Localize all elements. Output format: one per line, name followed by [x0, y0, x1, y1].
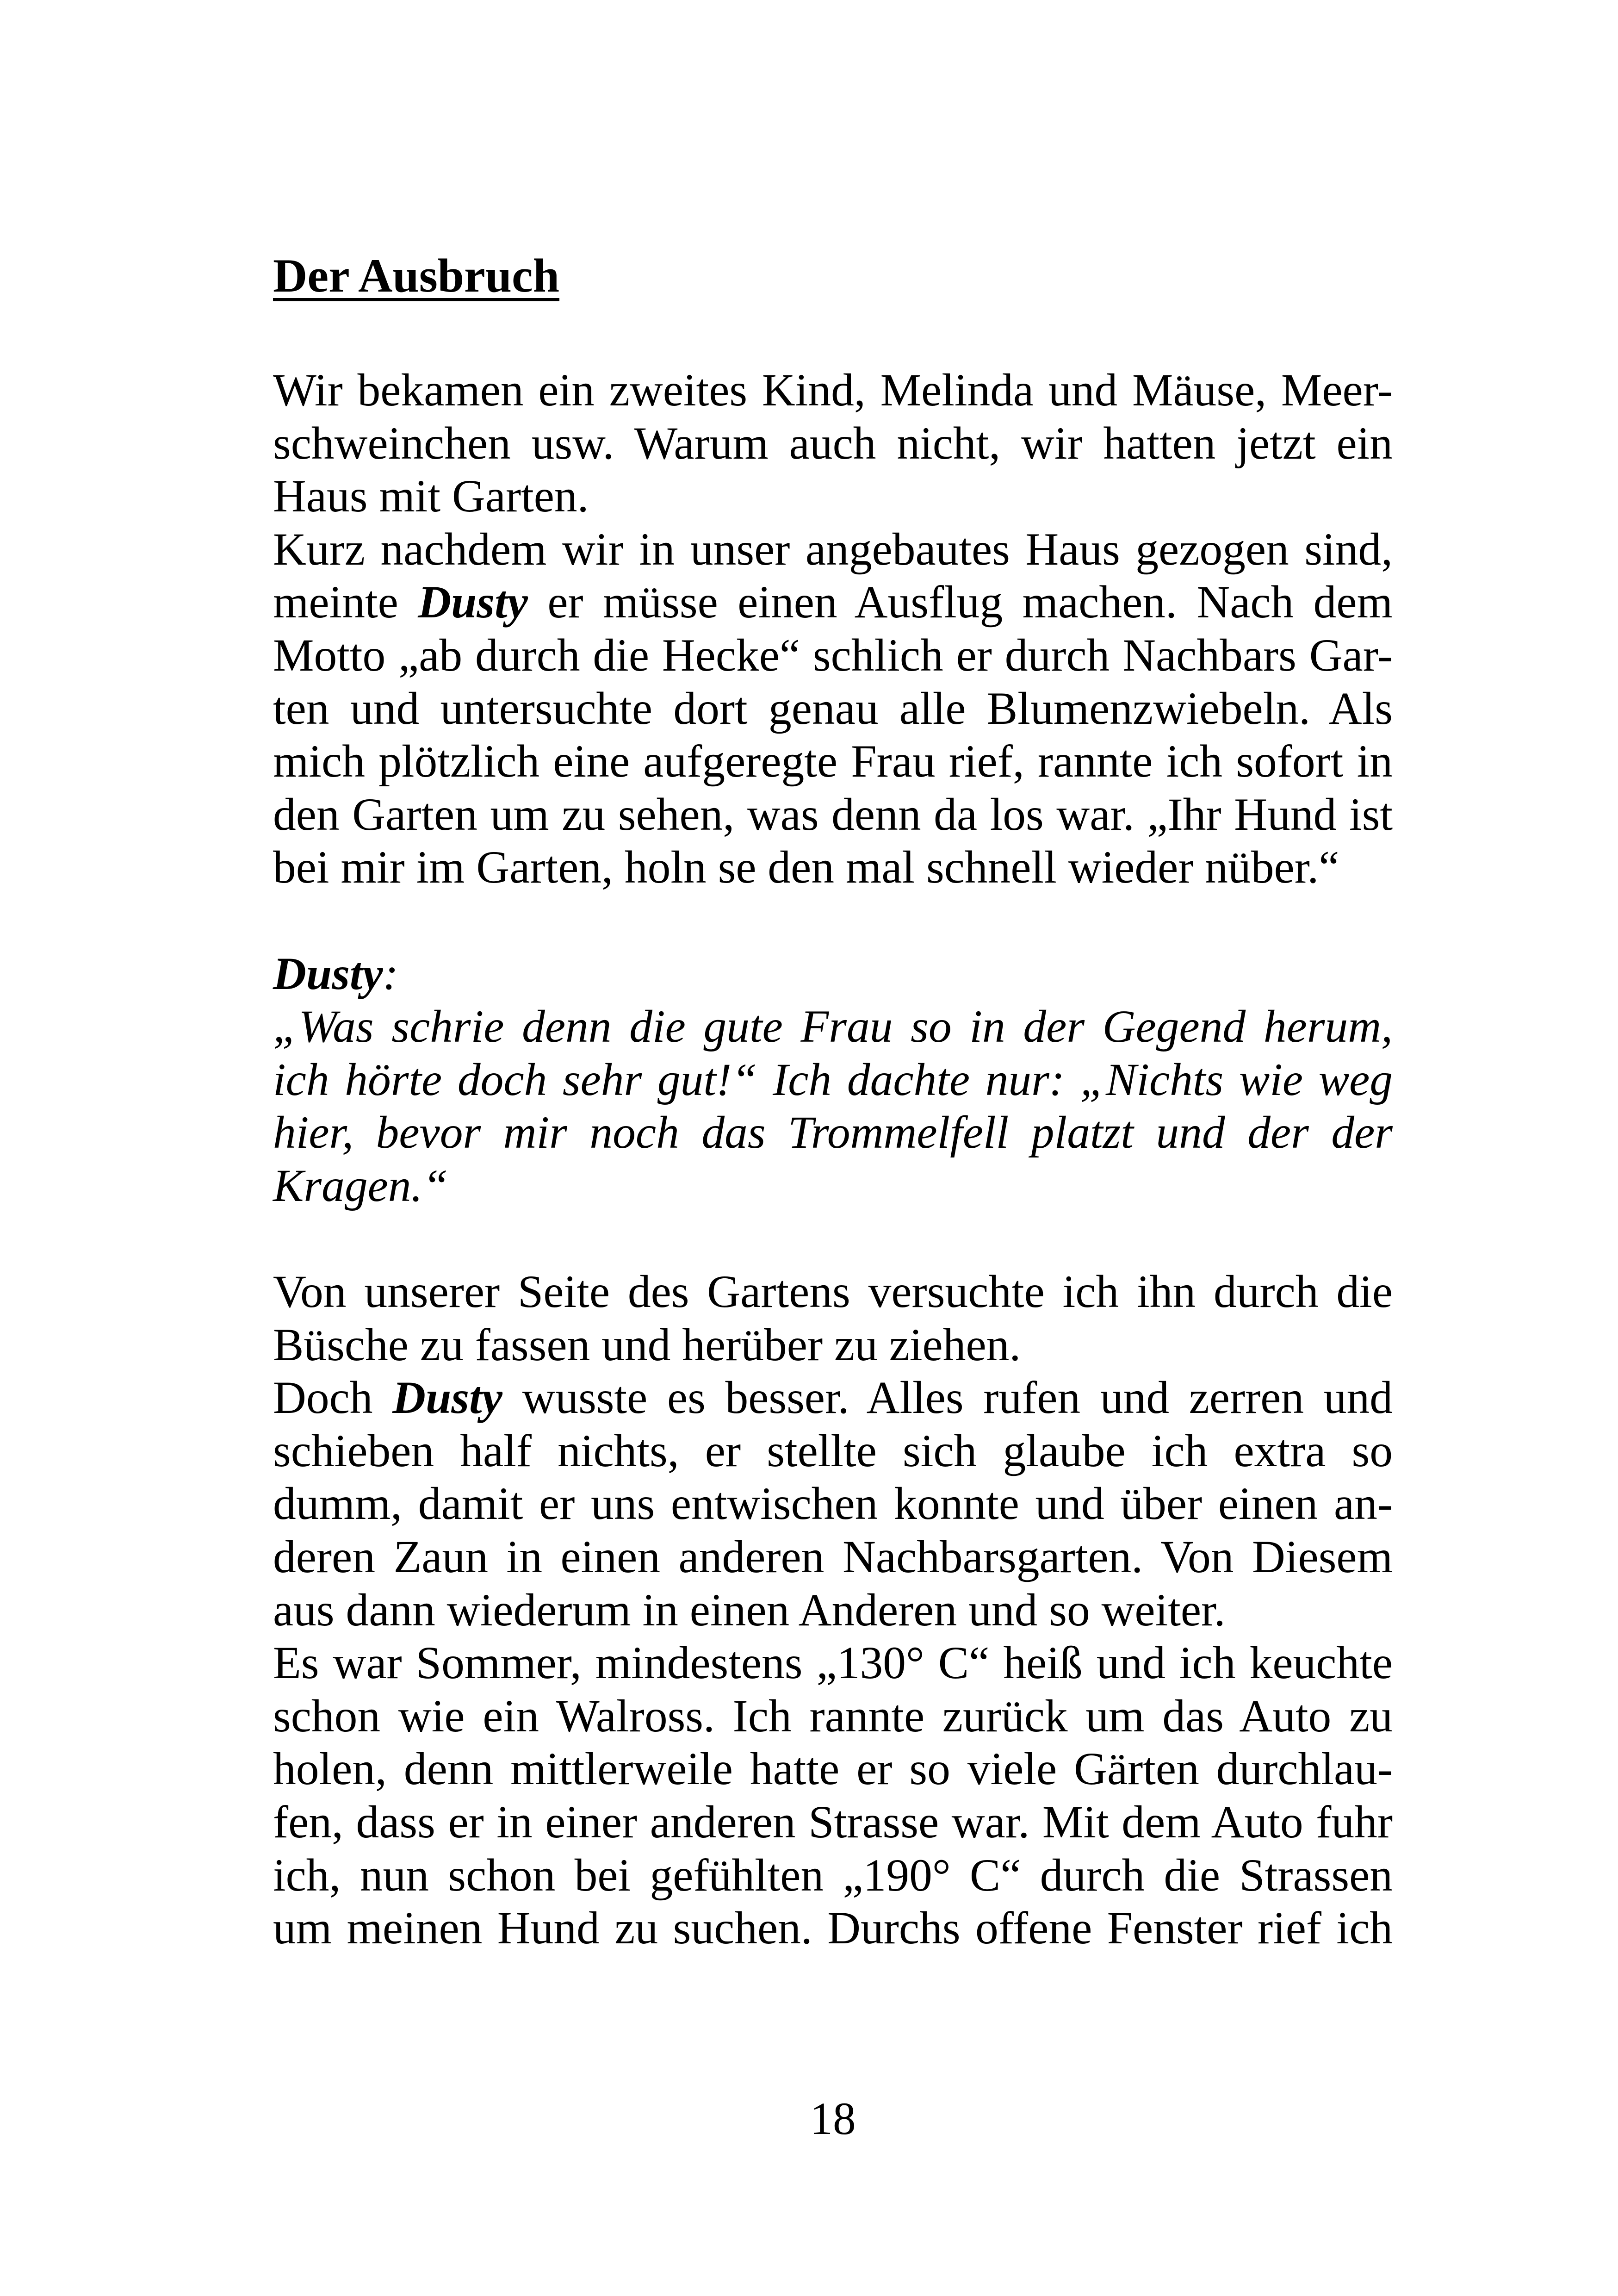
chapter-title: Der Ausbruch — [273, 249, 560, 302]
paragraph-3-line-2: Büsche zu fassen und herüber zu ziehen. — [273, 1319, 1021, 1370]
paragraph-4-line-5: aus dann wiederum in einen Anderen und so weiter. — [273, 1584, 1226, 1636]
paragraph-4-line-1 — [273, 1371, 1393, 1425]
paragraph-2-line-4: ten und untersuchte dort genau alle Blumenzwiebeln. Als — [273, 682, 1393, 734]
quote-line-2: ich hörte doch sehr gut!“ Ich dachte nur: „Nichts wie weg — [273, 1053, 1393, 1105]
quote-speaker-name: Dusty — [273, 947, 383, 999]
paragraph-1-line-2: schweinchen usw. Warum auch nicht, wir hatten jetzt ein — [273, 417, 1393, 469]
dog-name: Dusty — [418, 576, 528, 628]
paragraph-5-line-1: Es war Sommer, mindestens „130° C“ heiß und ich keuchte — [273, 1637, 1393, 1689]
paragraph-2-line-5: mich plötzlich eine aufgeregte Frau rief, rannte ich sofort in — [273, 735, 1393, 787]
paragraph-4-line-1-end: wusste es besser. Alles rufen und zerren und — [502, 1372, 1393, 1424]
paragraph-5-line-3: holen, denn mittlerweile hatte er so viele Gärten durchlau- — [273, 1743, 1393, 1795]
quote-line-3: hier, bevor mir noch das Trommelfell platzt und der der — [273, 1107, 1393, 1158]
quote-line-4: Kragen.“ — [273, 1159, 448, 1211]
paragraph-1-line-1: Wir bekamen ein zweites Kind, Melinda und Mäuse, Meer- — [273, 364, 1393, 416]
quote-line-1: „Was schrie denn die gute Frau so in der Gegend herum, — [273, 1001, 1393, 1052]
paragraph-2-line-1: Kurz nachdem wir in unser angebautes Haus gezogen sind, — [273, 523, 1393, 575]
paragraph-4-line-3: dumm, damit er uns entwischen konnte und über einen an- — [273, 1478, 1393, 1530]
paragraph-1-line-3: Haus mit Garten. — [273, 470, 589, 522]
paragraph-2-line-6: den Garten um zu sehen, was denn da los war. „Ihr Hund ist — [273, 788, 1393, 840]
paragraph-2-line-2-end: er müsse einen Ausflug machen. Nach dem — [527, 576, 1393, 628]
page-number: 18 — [810, 2093, 856, 2144]
paragraph-5-line-5: ich, nun schon bei gefühlten „190° C“ durch die Strassen — [273, 1849, 1393, 1901]
paragraph-2-line-3: Motto „ab durch die Hecke“ schlich er durch Nachbars Gar- — [273, 629, 1393, 681]
paragraph-2-line-2-start: meinte — [273, 576, 418, 628]
paragraph-3-line-1: Von unserer Seite des Gartens versuchte ich ihn durch die — [273, 1266, 1393, 1318]
paragraph-2-line-7: bei mir im Garten, holn se den mal schnell wieder nüber.“ — [273, 841, 1339, 893]
paragraph-2-line-2 — [273, 576, 1393, 629]
paragraph-5-line-2: schon wie ein Walross. Ich rannte zurück um das Auto zu — [273, 1690, 1393, 1742]
paragraph-4-line-1-start: Doch — [273, 1372, 393, 1424]
dog-name: Dusty — [392, 1372, 502, 1424]
quote-speaker — [273, 947, 1393, 1001]
book-page — [273, 0, 1393, 2296]
paragraph-spacer — [273, 894, 1393, 947]
paragraph-5-line-6: um meinen Hund zu suchen. Durchs offene Fenster rief ich — [273, 1902, 1393, 1954]
paragraph-4-line-2: schieben half nichts, er stellte sich glaube ich extra so — [273, 1425, 1393, 1476]
chapter-body — [273, 364, 1393, 1955]
paragraph-5-line-4: fen, dass er in einer anderen Strasse war. Mit dem Auto fuhr — [273, 1796, 1393, 1848]
paragraph-spacer — [273, 1213, 1393, 1266]
quote-speaker-colon: : — [383, 947, 398, 999]
paragraph-4-line-4: deren Zaun in einen anderen Nachbarsgarten. Von Diesem — [273, 1531, 1393, 1583]
